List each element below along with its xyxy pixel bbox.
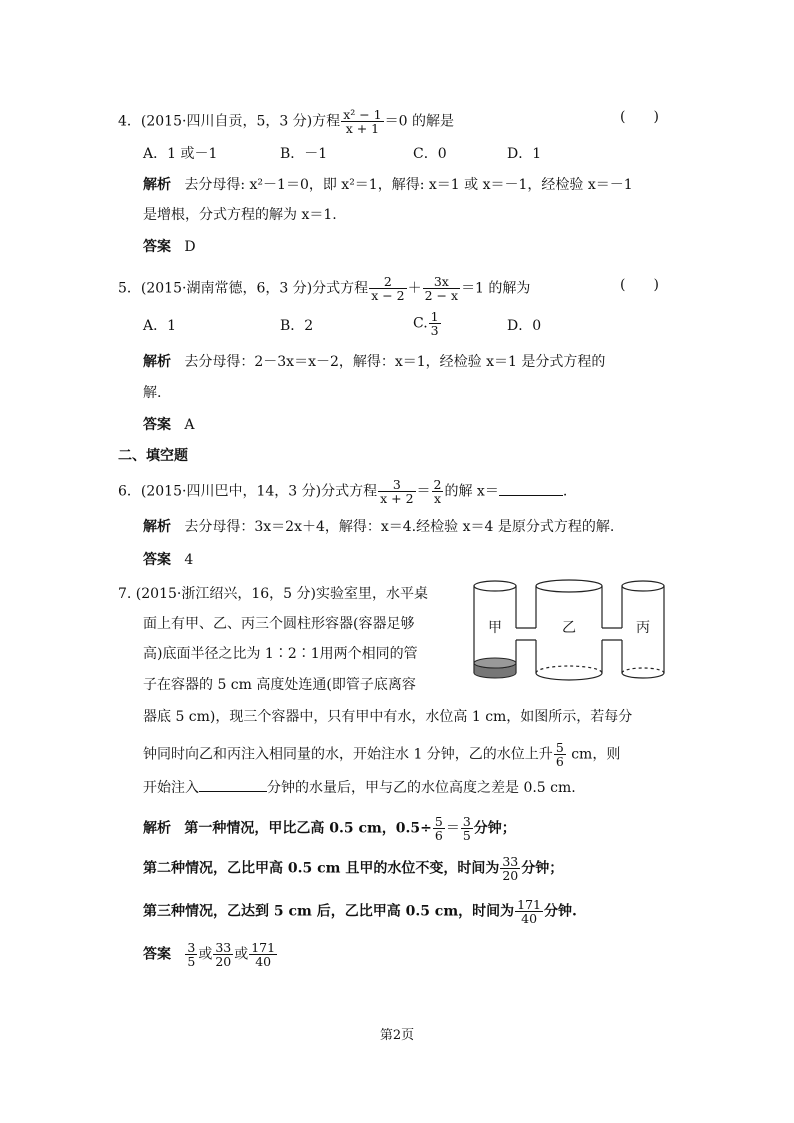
q7-line5: 器底 5 cm)，现三个容器中，只有甲中有水，水位高 1 cm，如图所示，若每分: [143, 709, 633, 725]
q5-fraction-1: $\frac{2}{x - 2}$: [371, 274, 405, 303]
q6-fraction-2: $\frac{2}{x}$: [433, 477, 442, 506]
q7-analysis-line3: 第三种情况，乙达到 5 cm 后，乙比甲高 0.5 cm，时间为 $\frac{171}{40}$ 分钟.: [143, 897, 577, 926]
q7-blank[interactable]: [199, 779, 267, 792]
q4-fraction: $\frac{\text{x² − 1}}{x + 1}$: [343, 107, 382, 136]
q7-analysis-line2: 第二种情况，乙比甲高 0.5 cm 且甲的水位不变，时间为 $\frac{33}{20}$ 分钟；: [143, 854, 564, 883]
section-heading: 二、填空题: [118, 448, 188, 464]
q7-line2: 面上有甲、乙、丙三个圆柱形容器(容器足够: [143, 616, 415, 632]
q4-analysis-line1: 解析 去分母得: x²－1＝0，即 x²＝1，解得: x＝1 或 x＝－1，经检验 x＝－1: [143, 177, 633, 193]
q5-analysis-line1: 解析 去分母得：2－3x＝x－2，解得：x＝1，经检验 x＝1 是分式方程的: [143, 354, 606, 370]
label-bing: 丙: [636, 620, 650, 636]
q6-analysis: 解析 去分母得：3x＝2x＋4，解得：x＝4.经检验 x＝4 是原分式方程的解.: [143, 519, 615, 535]
q4-answer-paren: ( ): [620, 109, 659, 125]
q7-line1: 7. (2015·浙江绍兴，16，5 分)实验室里，水平桌: [118, 586, 428, 602]
q5-option-b: B．2: [280, 318, 314, 334]
q6-fraction-1: $\frac{3}{x + 2}$: [380, 477, 414, 506]
page-number: 第2页: [379, 1028, 415, 1043]
q4-analysis-label: 解析: [143, 177, 171, 193]
q5-option-d: D．0: [507, 318, 542, 334]
q4-stem: 4．(2015·四川自贡，5，3 分)方程 $\frac{\text{x² − 1}}{x + 1}$ ＝0 的解是: [118, 107, 454, 136]
q5-analysis-line2: 解.: [143, 385, 162, 401]
q7-line7: 开始注入 分钟的水量后，甲与乙的水位高度之差是 0.5 cm.: [143, 780, 576, 796]
q6-blank[interactable]: [499, 483, 563, 496]
label-yi: 乙: [562, 620, 576, 636]
q7-answer: 答案 $\frac{3}{5}$ 或 $\frac{33}{20}$ 或 $\frac{171}{40}$: [143, 940, 276, 969]
q5-answer-paren: ( ): [620, 277, 659, 293]
q6-answer: 答案 4: [143, 552, 194, 568]
q7-line4: 子在容器的 5 cm 高度处连通(即管子底离容: [143, 677, 416, 693]
label-jia: 甲: [488, 620, 502, 636]
q7-line3: 高)底面半径之比为 1∶2∶1用两个相同的管: [143, 646, 418, 662]
q4-option-b: B．－1: [280, 146, 328, 162]
q5-stem: 5．(2015·湖南常德，6，3 分)分式方程 $\frac{2}{x - 2}$ ＋ $\frac{3x}{2 - x}$ ＝1 的解为: [118, 274, 531, 303]
q5-answer: 答案 A: [143, 417, 195, 433]
q6-stem: 6．(2015·四川巴中，14，3 分)分式方程 $\frac{3}{x + 2}$ ＝ $\frac{2}{x}$ 的解 x＝ .: [118, 477, 568, 506]
q4-analysis-line2: 是增根，分式方程的解为 x＝1.: [143, 207, 337, 223]
q7-analysis-line1: 解析 第一种情况，甲比乙高 0.5 cm，0.5÷ $\frac{5}{6}$ ＝ $\frac{3}{5}$ 分钟；: [143, 814, 516, 843]
q5-option-a: A．1: [143, 318, 177, 334]
q4-option-a: A．1 或－1: [143, 146, 218, 162]
q4-option-d: D．1: [507, 146, 542, 162]
q4-option-c: C．0: [413, 146, 447, 162]
q5-option-c: C. $\frac{1}{3}$: [413, 309, 439, 338]
q4-answer: 答案 D: [143, 239, 196, 255]
q7-line6: 钟同时向乙和丙注入相同量的水，开始注水 1 分钟，乙的水位上升 $\frac{5}{6}$ cm，则: [143, 740, 621, 769]
q5-fraction-2: $\frac{3x}{2 - x}$: [424, 274, 459, 303]
